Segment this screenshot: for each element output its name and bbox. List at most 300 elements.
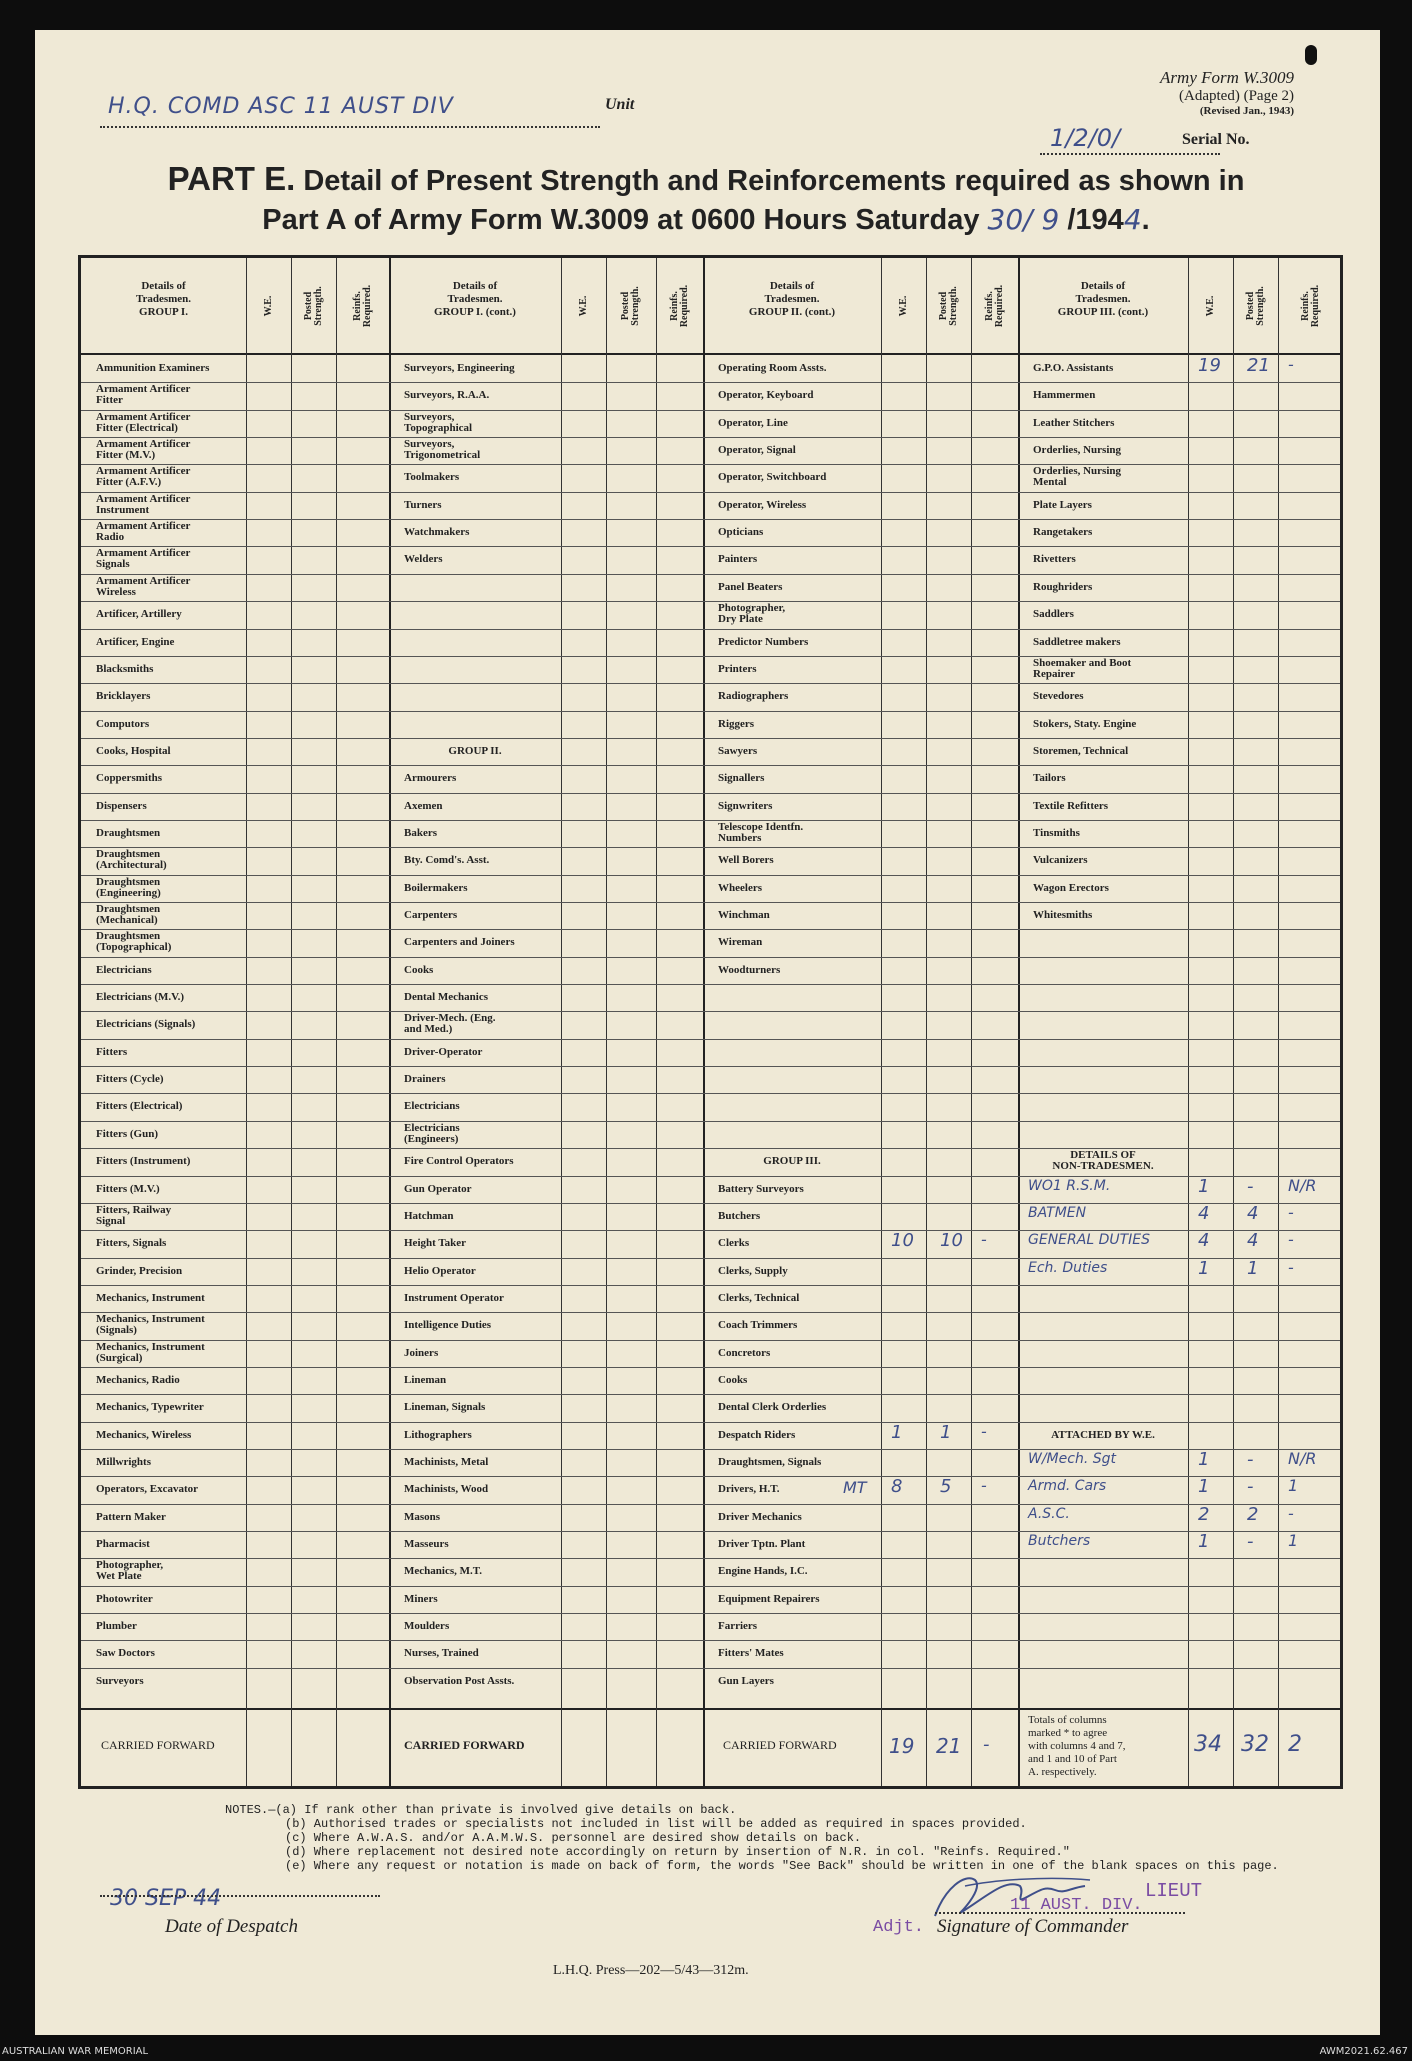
row-divider [81, 1394, 1340, 1395]
trade-label: Clerks, Technical [718, 1291, 800, 1304]
trade-label: Masons [404, 1510, 441, 1523]
trade-label: Leather Stitchers [1033, 416, 1115, 429]
row-divider [81, 1449, 1340, 1450]
handwritten-reinfs: - [981, 1421, 987, 1441]
row-divider [81, 546, 1340, 547]
handwritten-reinfs: 1 [1288, 1531, 1299, 1551]
row-divider [81, 1422, 1340, 1423]
trade-label: Carpenters [404, 909, 458, 921]
group-divider [703, 258, 705, 1786]
serial-label: Serial No. [1182, 131, 1250, 148]
column-divider [926, 258, 927, 1786]
rank-stamp: LIEUT [1145, 1880, 1203, 1902]
trade-label: Painters [718, 553, 758, 566]
trade-label: Grinder, Precision [96, 1264, 183, 1277]
trade-label: Artificer, Artillery [96, 608, 182, 621]
trade-label: Equipment Repairers [718, 1592, 820, 1605]
trade-label: Draughtsmen (Topographical) [96, 930, 172, 954]
trade-label: Intelligence Duties [404, 1319, 492, 1332]
trade-label: Electricians (Engineers) [404, 1121, 460, 1145]
handwritten-posted: 4 [1247, 1202, 1259, 1224]
column-header-details: Details of Tradesmen. GROUP II. (cont.) [748, 280, 836, 318]
row-divider [81, 711, 1340, 712]
row-divider [81, 1148, 1340, 1149]
unit-label: Unit [605, 96, 635, 113]
trade-label: G.P.O. Assistants [1033, 362, 1114, 374]
trade-label: Armament Artificer Radio [96, 520, 191, 544]
row-divider [81, 902, 1340, 903]
trade-label: Armament Artificer Fitter (A.F.V.) [96, 465, 191, 489]
handwritten-we: 4 [1198, 1202, 1210, 1224]
trade-label: Opticians [718, 526, 764, 539]
column-divider [1188, 258, 1189, 1786]
trade-label: Operator, Line [718, 416, 788, 429]
trade-label: Artificer, Engine [96, 635, 175, 648]
row-divider [81, 1586, 1340, 1587]
row-divider [81, 574, 1340, 575]
trade-label: Clerks [718, 1237, 750, 1250]
trade-label: Bakers [404, 826, 437, 839]
trade-label: Draughtsmen, Signals [718, 1456, 822, 1468]
trade-label: Blacksmiths [96, 662, 154, 675]
trade-label: Coppersmiths [96, 772, 163, 785]
trade-label: Joiners [404, 1346, 439, 1359]
page-title-line-1: PART E. Detail of Present Strength and Reinforcements required as shown in [167, 160, 1245, 197]
trade-label: Fitters, Railway Signal [96, 1203, 172, 1227]
row-divider [81, 1476, 1340, 1477]
row-divider [81, 629, 1340, 630]
trade-label: Armament Artificer Instrument [96, 492, 191, 516]
trade-label: Draughtsmen (Architectural) [96, 848, 167, 872]
form-revised: (Revised Jan., 1943) [1199, 105, 1294, 117]
handwritten-note: Ech. Duties [1028, 1259, 1108, 1276]
printer-imprint: L.H.Q. Press—202—5/43—312m. [553, 1963, 749, 1978]
trade-label: Shoemaker and Boot Repairer [1033, 656, 1132, 680]
handwritten-posted: 5 [940, 1476, 952, 1498]
archive-credit: AUSTRALIAN WAR MEMORIAL [2, 2046, 149, 2057]
signature-line [935, 1912, 1185, 1914]
carried-forward-label: CARRIED FORWARD [404, 1738, 525, 1752]
column-header-posted: Posted Strength. [302, 286, 324, 326]
handwritten-reinfs: - [981, 1230, 987, 1250]
trade-label: Cooks [718, 1373, 748, 1386]
handwritten-reinfs: - [1288, 355, 1294, 374]
trade-label: Fitters, Signals [96, 1237, 167, 1250]
trade-label: Electricians (Signals) [96, 1018, 196, 1031]
notes: NOTES.—(a) If rank other than private is involved give details on back. (b) Authorised trades or specialists not included in list will be added as required in spaces provided. (c) Where A.W.A.S. and/or A.A.M.W.S. personnel are desired show details on back. (d) Where replacement not desired note accordingly on return by insertion of N.R. in col. "Reinfs. Required." (e) Where any request or notation is made on back of form, the words "See Back" should be written in one of the blank spaces on this page. [225, 1803, 1279, 1873]
row-divider [81, 1176, 1340, 1177]
row-divider [81, 656, 1340, 657]
handwritten-posted: 1 [1247, 1257, 1259, 1279]
trade-label: Saddlers [1033, 608, 1074, 621]
row-divider [81, 820, 1340, 821]
handwritten-we: 2 [1198, 1503, 1210, 1525]
trade-label: Signwriters [718, 799, 773, 812]
row-divider [81, 1285, 1340, 1286]
trade-label: Battery Surveyors [718, 1182, 804, 1195]
handwritten-we: 1 [1198, 1449, 1210, 1470]
trade-label: Storemen, Technical [1033, 744, 1129, 757]
handwritten-note: W/Mech. Sgt [1028, 1451, 1116, 1467]
trade-label: Sawyers [718, 744, 758, 757]
trade-label: Wagon Erectors [1033, 881, 1109, 894]
trade-label: Printers [718, 662, 757, 675]
handwritten-we: 1 [1198, 1257, 1210, 1279]
trade-label: Orderlies, Nursing [1033, 444, 1121, 457]
trade-label: Bty. Comd's. Asst. [404, 854, 490, 867]
handwritten-reinfs: - [981, 1476, 987, 1496]
row-divider [81, 492, 1340, 493]
handwritten-note: WO1 R.S.M. [1028, 1177, 1111, 1194]
trade-label: Machinists, Metal [404, 1456, 489, 1468]
group-heading: GROUP III. [763, 1155, 821, 1168]
handwritten-posted: 2 [1247, 1503, 1259, 1525]
handwritten-we: 1 [1198, 1531, 1210, 1553]
row-divider [81, 1668, 1340, 1669]
trade-label: Toolmakers [404, 471, 460, 484]
trade-label: Wireman [718, 936, 763, 949]
row-divider [81, 1640, 1340, 1641]
group-heading: GROUP II. [448, 744, 502, 757]
trade-label: Armament Artificer Signals [96, 547, 191, 571]
trade-label: Hatchman [404, 1209, 454, 1222]
handwritten-posted: - [1247, 1476, 1254, 1498]
handwritten-reinfs: - [1288, 1230, 1294, 1250]
row-divider [81, 382, 1340, 383]
handwritten-reinfs: - [1288, 1503, 1294, 1523]
trade-label: Butchers [718, 1209, 761, 1222]
row-divider [81, 1613, 1340, 1614]
trade-label: Photowriter [96, 1592, 153, 1605]
trade-label: Surveyors, Trigonometrical [404, 438, 481, 462]
archive-id: AWM2021.62.467 [1319, 2046, 1408, 2057]
trade-label: Winchman [718, 909, 770, 921]
trade-label: Tailors [1033, 772, 1066, 785]
trade-label: Despatch Riders [718, 1428, 796, 1441]
trade-label: Mechanics, Radio [96, 1373, 180, 1386]
trade-label: Riggers [718, 717, 755, 730]
totals-reinfs: 2 [1288, 1732, 1302, 1757]
column-header-details: Details of Tradesmen. GROUP I. (cont.) [434, 280, 516, 318]
trade-label: Axemen [404, 799, 443, 812]
trade-label: Hammermen [1033, 389, 1096, 402]
trade-label: Armament Artificer Wireless [96, 574, 191, 598]
row-divider [81, 765, 1340, 766]
trade-label: Draughtsmen (Engineering) [96, 875, 161, 899]
column-header-details: Details of Tradesmen. GROUP III. (cont.) [1057, 280, 1149, 318]
handwritten-reinfs: N/R [1288, 1449, 1317, 1468]
totals-posted: 32 [1241, 1732, 1269, 1757]
column-header-we: W.E. [897, 295, 909, 317]
row-divider [81, 437, 1340, 438]
trade-label: Fire Control Operators [404, 1155, 514, 1168]
trade-label: Drivers, H.T. [718, 1483, 780, 1496]
trade-label: Well Borers [718, 854, 774, 867]
trade-label: Surveyors, Engineering [404, 362, 515, 374]
trade-label: Operator, Keyboard [718, 389, 814, 402]
column-header-details: Details of Tradesmen. GROUP I. [135, 280, 192, 318]
row-divider [81, 738, 1340, 739]
row-divider [81, 1312, 1340, 1313]
trade-label: Driver Tptn. Plant [718, 1538, 806, 1551]
despatch-label: Date of Despatch [165, 1916, 298, 1937]
row-divider [81, 519, 1340, 520]
trade-label: Fitters (Instrument) [96, 1155, 191, 1168]
trade-label: Fitters (Electrical) [96, 1100, 183, 1113]
trade-label: Pattern Maker [96, 1510, 166, 1523]
trade-label: Concretors [718, 1346, 771, 1359]
trade-label: Gun Layers [718, 1674, 774, 1687]
trade-label: Rangetakers [1033, 526, 1093, 539]
trade-label: Mechanics, Wireless [96, 1428, 192, 1441]
trade-label: Engine Hands, I.C. [718, 1565, 808, 1578]
handwritten-note: MT [843, 1478, 867, 1498]
trade-label: Plate Layers [1033, 498, 1092, 511]
totals-we: 34 [1194, 1732, 1222, 1757]
trade-label: Cooks, Hospital [96, 744, 171, 757]
trade-label: Stokers, Staty. Engine [1033, 717, 1137, 730]
handwritten-note: Butchers [1028, 1533, 1091, 1550]
trade-label: Mechanics, Instrument (Signals) [96, 1313, 205, 1337]
form-reference [1160, 68, 1294, 117]
trade-label: Mechanics, Typewriter [96, 1401, 204, 1414]
column-header-posted: Posted Strength. [937, 286, 959, 326]
division-stamp: 11 AUST. DIV. [1010, 1896, 1143, 1915]
trade-label: Fitters' Mates [718, 1647, 784, 1660]
column-divider [606, 258, 607, 1786]
row-divider [81, 410, 1340, 411]
row-divider [81, 1066, 1340, 1067]
trade-label: Coach Trimmers [718, 1319, 798, 1332]
handwritten-reinfs: N/R [1288, 1175, 1317, 1195]
row-divider [81, 1558, 1340, 1559]
trade-label: Signallers [718, 772, 765, 785]
trade-label: Fitters (Cycle) [96, 1073, 164, 1086]
trade-label: Operator, Wireless [718, 498, 807, 511]
handwritten-note: BATMEN [1028, 1204, 1087, 1221]
trade-label: Draughtsmen [96, 826, 161, 839]
trade-label: Lineman, Signals [404, 1401, 486, 1414]
trade-label: Rivetters [1033, 553, 1076, 566]
trade-label: Photographer, Dry Plate [718, 602, 786, 626]
page-title-line-2: Part A of Army Form W.3009 at 0600 Hours Saturday 30/ 9 /1944. [262, 203, 1150, 236]
trade-label: Armament Artificer Fitter [96, 383, 191, 407]
trade-label: Predictor Numbers [718, 635, 809, 648]
carried-forward-we: 19 [889, 1734, 915, 1758]
column-divider [656, 258, 657, 1786]
trade-label: Bricklayers [96, 690, 151, 703]
row-divider [81, 1531, 1340, 1532]
trade-label: Moulders [404, 1620, 450, 1633]
handwritten-note: A.S.C. [1028, 1505, 1070, 1522]
trade-label: Armament Artificer Fitter (M.V.) [96, 438, 191, 462]
form-number: Army Form W.3009 [1160, 68, 1294, 87]
row-divider [81, 1093, 1340, 1094]
row-divider [81, 1258, 1340, 1259]
trade-label: Fitters (Gun) [96, 1127, 159, 1140]
trade-label: Operator, Switchboard [718, 471, 827, 484]
trade-label: Surveyors, Topographical [404, 410, 473, 434]
trade-label: Surveyors, R.A.A. [404, 389, 490, 402]
row-divider [81, 793, 1340, 794]
row-divider [81, 1203, 1340, 1204]
trade-label: Instrument Operator [404, 1291, 504, 1304]
totals-note: Totals of columns marked * to agree with columns 4 and 7, and 1 and 10 of Part A. respectively. [1028, 1714, 1126, 1778]
trade-label: Driver Mechanics [718, 1510, 802, 1523]
trade-label: Wheelers [718, 881, 762, 894]
trade-label: Telescope Identfn. Numbers [718, 820, 804, 844]
row-divider [81, 1504, 1340, 1505]
column-header-reinfs: Reinfs. Required. [668, 284, 690, 328]
row-divider [81, 464, 1340, 465]
handwritten-we: 10 [891, 1230, 914, 1252]
trade-label: Electricians (M.V.) [96, 991, 185, 1004]
trade-label: Electricians [404, 1100, 460, 1113]
trade-label: Stevedores [1033, 690, 1084, 703]
trade-label: Dental Mechanics [404, 991, 489, 1004]
trade-label: Draughtsmen (Mechanical) [96, 903, 161, 926]
trade-label: Mechanics, Instrument [96, 1291, 205, 1304]
unit-handwritten: H.Q. COMD ASC 11 AUST DIV [108, 94, 454, 119]
carried-forward-reinfs: - [983, 1734, 990, 1755]
row-divider [81, 1230, 1340, 1231]
handwritten-we: 8 [891, 1476, 903, 1498]
trade-label: Panel Beaters [718, 580, 783, 593]
group-divider [1018, 258, 1020, 1786]
trade-label: Pharmacist [96, 1538, 150, 1551]
trade-label: Gun Operator [404, 1182, 472, 1195]
trade-label: Nurses, Trained [404, 1647, 479, 1660]
trade-label: Surveyors [96, 1674, 144, 1687]
trade-label: Computors [96, 717, 150, 730]
group-heading: ATTACHED BY W.E. [1051, 1428, 1155, 1441]
column-divider [1278, 258, 1279, 1786]
punch-hole-mark [1305, 45, 1317, 65]
trade-label: Driver-Mech. (Eng. and Med.) [404, 1012, 496, 1036]
trade-label: Photographer, Wet Plate [96, 1559, 164, 1583]
trade-label: Ammunition Examiners [96, 362, 210, 374]
row-divider [81, 875, 1340, 876]
trade-label: Dental Clerk Orderlies [718, 1401, 827, 1414]
trade-label: Welders [404, 553, 443, 566]
trade-label: Mechanics, Instrument (Surgical) [96, 1340, 205, 1364]
trade-label: Boilermakers [404, 881, 468, 894]
trade-label: Tinsmiths [1033, 826, 1080, 839]
trade-label: Orderlies, Nursing Mental [1033, 465, 1121, 489]
handwritten-posted: 21 [1247, 355, 1270, 376]
row-divider [81, 683, 1340, 684]
column-divider [971, 258, 972, 1786]
group-divider [389, 258, 391, 1786]
signature-label: Signature of Commander [937, 1916, 1129, 1937]
carried-forward-label: CARRIED FORWARD [723, 1738, 837, 1752]
trade-label: Fitters [96, 1045, 128, 1058]
trade-label: Woodturners [718, 963, 781, 976]
trade-label: Saw Doctors [96, 1647, 155, 1660]
trade-label: Vulcanizers [1033, 854, 1088, 867]
column-header-reinfs: Reinfs. Required. [1299, 284, 1321, 328]
carried-forward-label: CARRIED FORWARD [101, 1738, 215, 1752]
trade-label: Mechanics, M.T. [404, 1565, 483, 1578]
trade-label: Armourers [404, 772, 457, 785]
trade-label: Watchmakers [404, 526, 470, 539]
trade-label: Operators, Excavator [96, 1483, 199, 1496]
column-header-posted: Posted Strength. [1244, 286, 1266, 326]
handwritten-we: 1 [1198, 1175, 1210, 1197]
row-divider [81, 957, 1340, 958]
trade-label: Miners [404, 1592, 438, 1605]
column-header-we: W.E. [262, 295, 274, 317]
trade-label: Carpenters and Joiners [404, 936, 515, 949]
handwritten-posted: 4 [1247, 1230, 1259, 1252]
trade-label: Fitters (M.V.) [96, 1182, 160, 1195]
column-divider [1233, 258, 1234, 1786]
column-divider [246, 258, 247, 1786]
trade-label: Roughriders [1033, 580, 1093, 593]
column-divider [561, 258, 562, 1786]
strength-table [78, 255, 1343, 1789]
handwritten-reinfs: - [1288, 1202, 1294, 1222]
adjt-stamp: Adjt. [873, 1918, 925, 1937]
column-header-reinfs: Reinfs. Required. [983, 284, 1005, 328]
column-divider [291, 258, 292, 1786]
trade-label: Operating Room Assts. [718, 362, 827, 374]
column-header-posted: Posted Strength. [620, 286, 641, 326]
handwritten-reinfs: - [1288, 1257, 1294, 1277]
trade-label: Drainers [404, 1073, 446, 1086]
trade-label: Farriers [718, 1620, 758, 1633]
carried-forward-posted: 21 [936, 1734, 962, 1758]
row-divider [81, 1039, 1340, 1040]
row-divider [81, 601, 1340, 602]
handwritten-we: 1 [891, 1421, 903, 1443]
handwritten-we: 19 [1198, 355, 1221, 376]
row-divider [81, 929, 1340, 930]
handwritten-note: GENERAL DUTIES [1028, 1232, 1151, 1249]
serial-handwritten: 1/2/0/ [1050, 124, 1121, 152]
row-divider [81, 1367, 1340, 1368]
trade-label: Turners [404, 498, 442, 511]
trade-label: Observation Post Assts. [404, 1674, 515, 1687]
despatch-line [100, 1895, 380, 1897]
trade-label: Dispensers [96, 799, 147, 812]
handwritten-reinfs: 1 [1288, 1476, 1299, 1496]
trade-label: Saddletree makers [1033, 635, 1121, 648]
handwritten-posted: - [1247, 1449, 1254, 1470]
trade-label: Lithographers [404, 1428, 472, 1441]
handwritten-posted: - [1247, 1531, 1254, 1553]
handwritten-we: 1 [1198, 1476, 1210, 1498]
handwritten-posted: 10 [940, 1230, 963, 1252]
handwritten-posted: - [1247, 1175, 1254, 1197]
row-divider [81, 847, 1340, 848]
column-header-reinfs: Reinfs. Required. [351, 284, 373, 328]
trade-label: Whitesmiths [1033, 909, 1093, 921]
trade-label: Armament Artificer Fitter (Electrical) [96, 410, 191, 434]
row-divider [81, 1121, 1340, 1122]
trade-label: Masseurs [404, 1538, 449, 1551]
trade-label: Operator, Signal [718, 444, 796, 457]
row-divider [81, 1340, 1340, 1341]
trade-label: Height Taker [404, 1237, 467, 1250]
trade-label: Helio Operator [404, 1264, 476, 1277]
column-divider [336, 258, 337, 1786]
column-header-we: W.E. [1204, 295, 1216, 317]
trade-label: Plumber [96, 1620, 137, 1633]
trade-label: Millwrights [96, 1456, 151, 1468]
trade-label: Cooks [404, 963, 434, 976]
trade-label: Driver-Operator [404, 1045, 483, 1058]
